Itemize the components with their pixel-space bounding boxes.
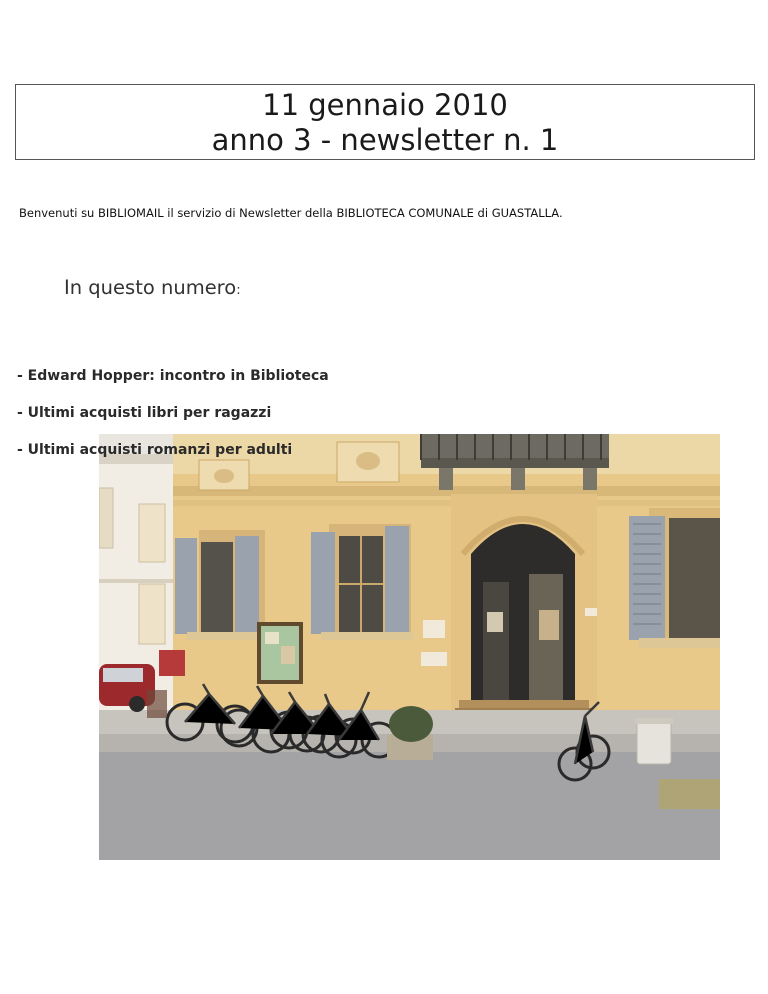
- newsletter-date: 11 gennaio 2010: [262, 88, 508, 122]
- intro-text: Benvenuti su BIBLIOMAIL il servizio di Newsletter della BIBLIOTECA COMUNALE di GUASTALLA.: [19, 206, 563, 220]
- contents-item-hopper: - Edward Hopper: incontro in Biblioteca: [17, 368, 329, 384]
- in-this-issue-colon: :: [236, 283, 241, 298]
- in-this-issue-label: In questo numero: [64, 276, 237, 299]
- in-this-issue-heading: [64, 276, 241, 299]
- contents-item-adulti: - Ultimi acquisti romanzi per adulti: [17, 442, 293, 458]
- library-building-photo: [99, 434, 720, 860]
- library-photo-drawing: [99, 434, 720, 860]
- newsletter-issue: anno 3 - newsletter n. 1: [211, 123, 559, 157]
- contents-item-ragazzi: - Ultimi acquisti libri per ragazzi: [17, 405, 272, 421]
- newsletter-title-box: [15, 84, 755, 160]
